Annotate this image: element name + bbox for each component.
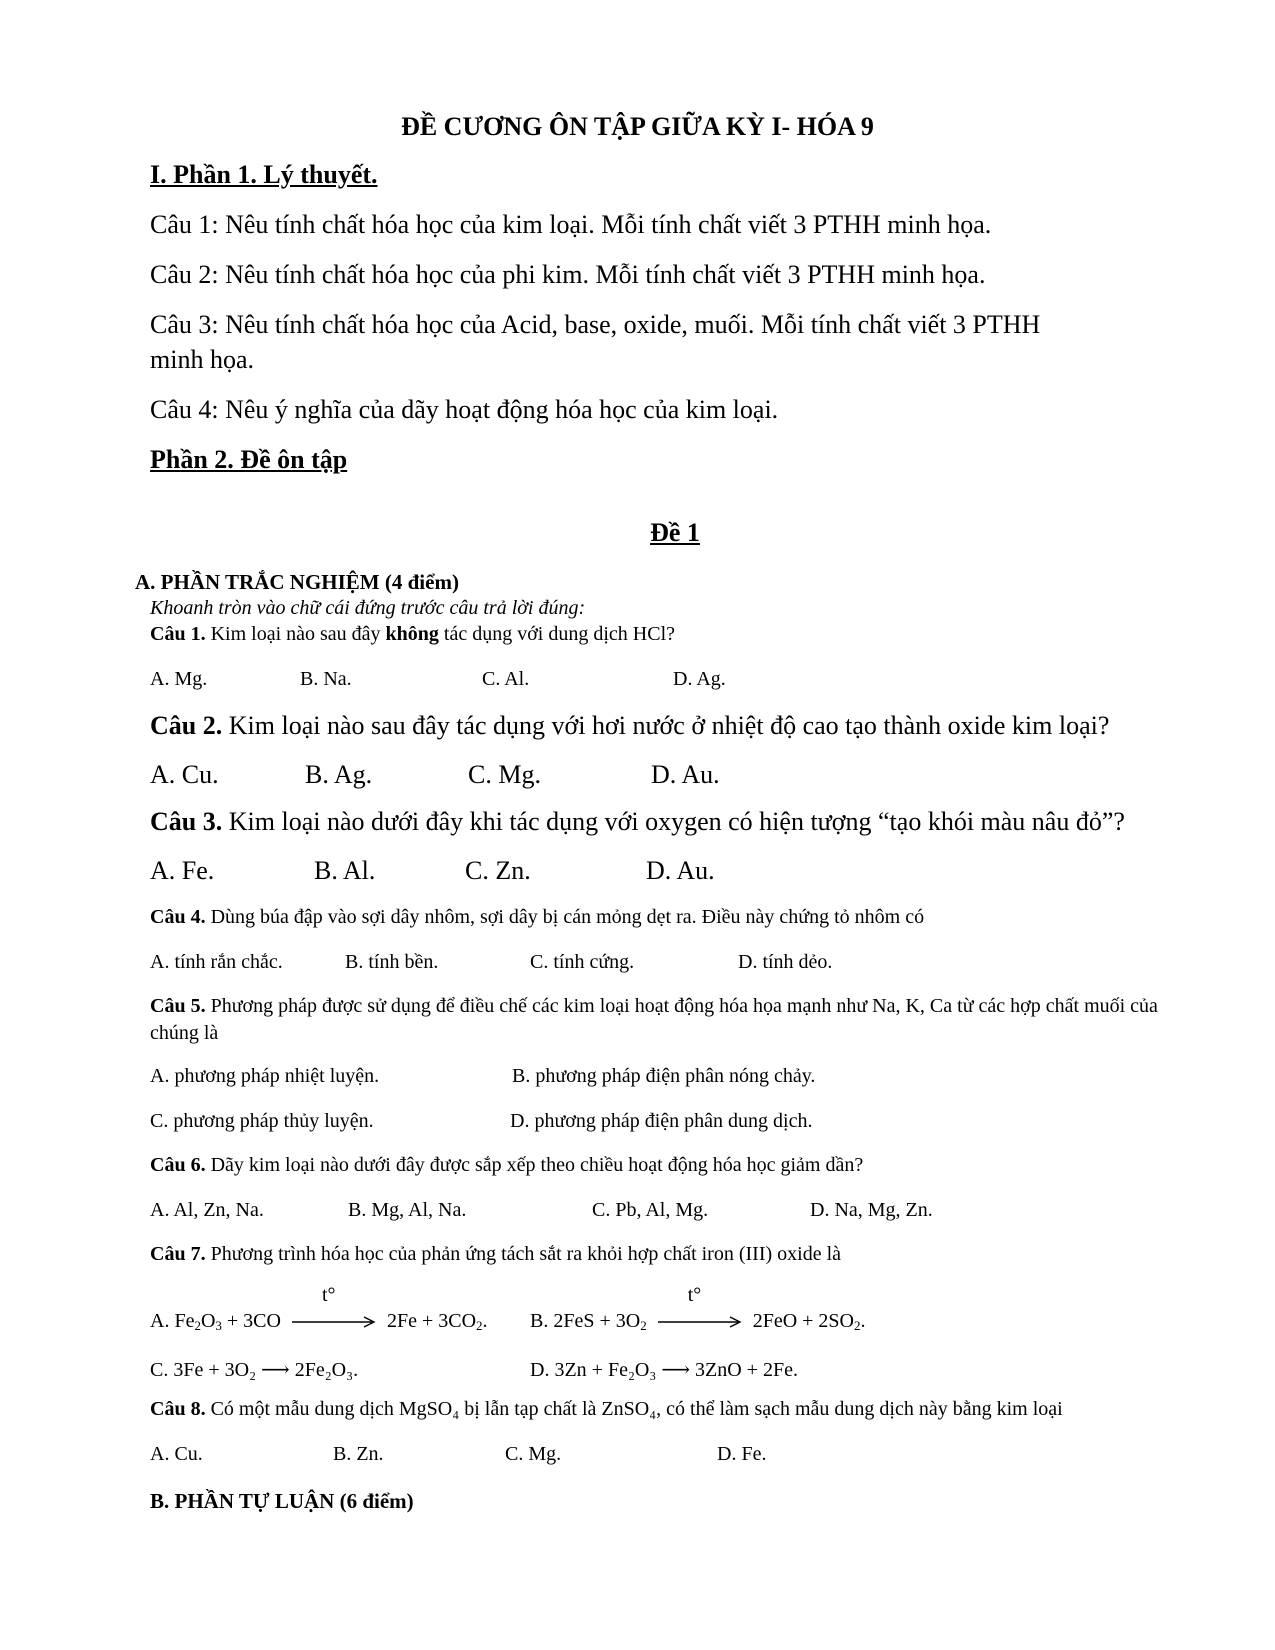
question-3: Câu 3. Kim loại nào dưới đây khi tác dụng với oxygen có hiện tượng “tạo khói màu nâu đỏ”? (150, 807, 1125, 836)
q1-option-a[interactable]: A. Mg. (150, 668, 208, 690)
q4-option-d[interactable]: D. tính dẻo. (738, 951, 833, 973)
q3-option-b[interactable]: B. Al. (314, 856, 376, 885)
q6-option-b[interactable]: B. Mg, Al, Na. (348, 1199, 467, 1221)
question-5: Câu 5. Phương pháp được sử dụng để điều chế các kim loại hoạt động hóa họa mạnh như Na, K, Ca từ các hợp chất muối của chúng là (150, 995, 1158, 1044)
q3-option-d[interactable]: D. Au. (646, 856, 715, 885)
question-8: Câu 8. Có một mẫu dung dịch MgSO₄ bị lẫn tạp chất là ZnSO₄, có thể làm sạch mẫu dung dịch này bằng kim loại (150, 1398, 1063, 1420)
question-6: Câu 6. Dãy kim loại nào dưới đây được sắp xếp theo chiều hoạt động hóa học giảm dần? (150, 1154, 864, 1176)
q7-option-b[interactable]: B. $2FeS + 3O_2$ t° $2FeO + 2SO_2$. (530, 1284, 866, 1333)
q7-option-c[interactable]: C. 3Fe + 3O₂ ⟶ 2Fe₂O₃. (150, 1359, 359, 1381)
q4-option-a[interactable]: A. tính rắn chắc. (150, 951, 283, 973)
heat-condition: t° (687, 1284, 702, 1307)
q4-option-c[interactable]: C. tính cứng. (530, 951, 635, 973)
q7-option-a[interactable]: A. $Fe_2O_3 + 3CO$ t° $2Fe + 3CO_2$. (150, 1284, 488, 1333)
q2-option-a[interactable]: A. Cu. (150, 760, 219, 789)
theory-question-1: Câu 1: Nêu tính chất hóa học của kim loại. Mỗi tính chất viết 3 PTHH minh họa. (150, 210, 992, 239)
part1-heading: I. Phần 1. Lý thuyết. (150, 160, 378, 189)
q2-option-b[interactable]: B. Ag. (305, 760, 373, 789)
q2-option-d[interactable]: D. Au. (651, 760, 720, 789)
question-2: Câu 2. Kim loại nào sau đây tác dụng với hơi nước ở nhiệt độ cao tạo thành oxide kim loại? (150, 711, 1110, 740)
q6-option-a[interactable]: A. Al, Zn, Na. (150, 1199, 264, 1221)
theory-question-2: Câu 2: Nêu tính chất hóa học của phi kim. Mỗi tính chất viết 3 PTHH minh họa. (150, 260, 986, 289)
q6-option-d[interactable]: D. Na, Mg, Zn. (810, 1199, 933, 1221)
q3-option-c[interactable]: C. Zn. (465, 856, 531, 885)
section-a-heading: A. PHẦN TRẮC NGHIỆM (4 điểm) (135, 570, 459, 594)
heat-condition: t° (321, 1284, 336, 1307)
q4-option-b[interactable]: B. tính bền. (345, 951, 439, 973)
instruction: Khoanh tròn vào chữ cái đứng trước câu trả lời đúng: (150, 597, 586, 619)
exam-title: Đề 1 (650, 518, 700, 547)
q5-option-c[interactable]: C. phương pháp thủy luyện. (150, 1110, 374, 1132)
reaction-arrow-icon (292, 1284, 376, 1332)
q5-option-d[interactable]: D. phương pháp điện phân dung dịch. (510, 1110, 813, 1132)
q8-option-c[interactable]: C. Mg. (505, 1443, 562, 1465)
question-4: Câu 4. Dùng búa đập vào sợi dây nhôm, sợi dây bị cán mỏng dẹt ra. Điều này chứng tỏ nhôm có (150, 906, 925, 928)
q2-option-c[interactable]: C. Mg. (468, 760, 541, 789)
question-7: Câu 7. Phương trình hóa học của phản ứng tách sắt ra khỏi hợp chất iron (III) oxide là (150, 1243, 842, 1265)
section-b-heading: B. PHẦN TỰ LUẬN (6 điểm) (150, 1489, 414, 1513)
q7-option-d[interactable]: D. 3Zn + Fe₂O₃ ⟶ 3ZnO + 2Fe. (530, 1359, 798, 1381)
q8-option-a[interactable]: A. Cu. (150, 1443, 203, 1465)
reaction-arrow-icon (658, 1284, 742, 1332)
part2-heading: Phần 2. Đề ôn tập (150, 445, 348, 474)
q1-option-b[interactable]: B. Na. (300, 668, 352, 690)
question-1: Câu 1. Kim loại nào sau đây không tác dụng với dung dịch HCl? (150, 623, 676, 645)
q1-option-c[interactable]: C. Al. (482, 668, 530, 690)
q5-option-b[interactable]: B. phương pháp điện phân nóng chảy. (512, 1065, 816, 1087)
theory-question-3-cont: minh họa. (150, 345, 254, 374)
q5-option-a[interactable]: A. phương pháp nhiệt luyện. (150, 1065, 380, 1087)
theory-question-3: Câu 3: Nêu tính chất hóa học của Acid, base, oxide, muối. Mỗi tính chất viết 3 PTHH (150, 310, 1041, 339)
q3-option-a[interactable]: A. Fe. (150, 856, 215, 885)
q8-option-d[interactable]: D. Fe. (717, 1443, 767, 1465)
q1-option-d[interactable]: D. Ag. (673, 668, 726, 690)
theory-question-4: Câu 4: Nêu ý nghĩa của dãy hoạt động hóa học của kim loại. (150, 395, 779, 424)
q6-option-c[interactable]: C. Pb, Al, Mg. (592, 1199, 709, 1221)
q8-option-b[interactable]: B. Zn. (333, 1443, 384, 1465)
page-title: ĐỀ CƯƠNG ÔN TẬP GIỮA KỲ I- HÓA 9 (401, 112, 874, 141)
question-label: Câu 1. (150, 623, 206, 645)
